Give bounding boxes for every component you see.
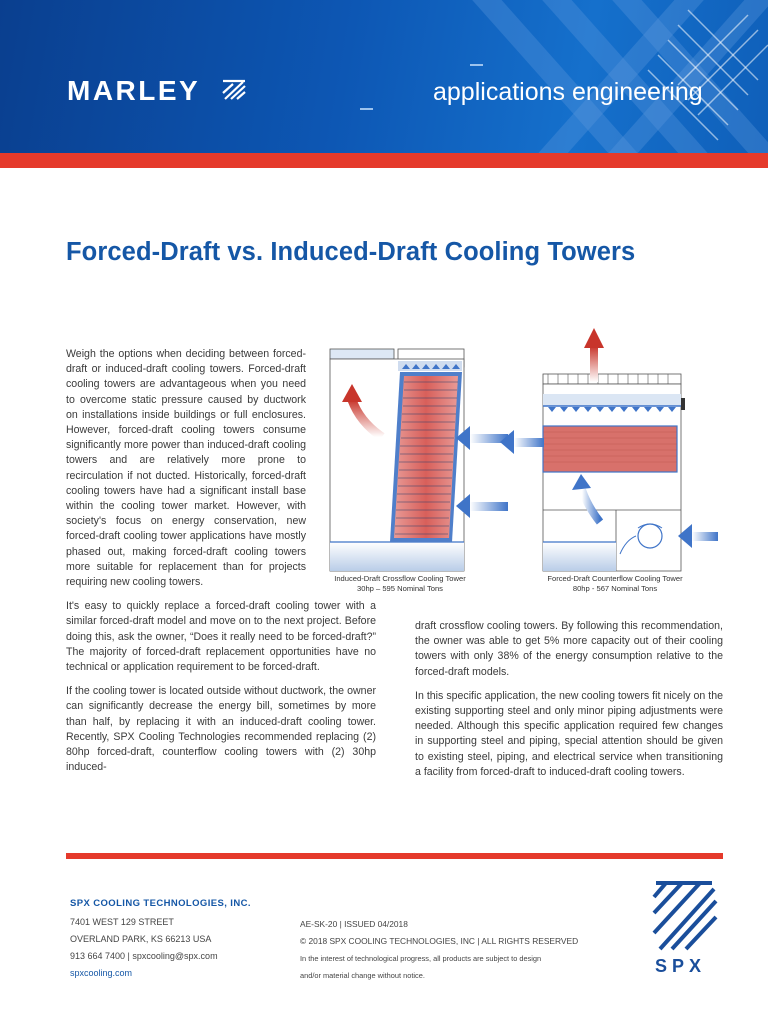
paragraph: It's easy to quickly replace a forced-draft cooling tower with a similar forced-draft model and move on to the next project. Before doing this, ask the owner, “Does it really need to be forced-draft?” The majority of forced-draft replacement opportunities have no technical or application requirement to be forced-draft.: [66, 600, 376, 674]
marley-logo: MARLEY: [67, 75, 201, 106]
forced-caption-spec: 80hp - 567 Nominal Tons: [572, 584, 658, 593]
header-accent-bar: [0, 153, 768, 168]
footer-legal: [300, 916, 578, 984]
paragraph: If the cooling tower is located outside without ductwork, the owner can significantly decrease the energy bill, sometimes by more than half, by replacing it with an induced-draft cooling tower. Recently, SPX Cooling Technologies recommended replacing (2) 80hp forced-draft, counterflow cooling towers with (2) 30hp induced-: [66, 685, 376, 774]
paragraph: In this specific application, the new cooling towers fit nicely on the existing supporting steel and only minor piping adjustments were needed. Although this specific application required few changes in supporting steel and piping, special attention should be given to existing steel, piping, and electrical service when transitioning a facility from forced-draft to induced-draft cooling towers.: [415, 689, 723, 778]
decor-dash: [470, 64, 483, 66]
address-line: OVERLAND PARK, KS 66213 USA: [70, 934, 212, 944]
induced-caption-spec: 30hp – 595 Nominal Tons: [357, 584, 443, 593]
header-subtitle: applications engineering: [433, 78, 703, 106]
footer-address: [70, 914, 218, 982]
induced-figure-caption: [320, 574, 480, 594]
disclaimer-text: In the interest of technological progress, all products are subject to design: [300, 954, 542, 963]
forced-figure-caption: [538, 574, 692, 594]
spx-logo-text: SPX: [655, 956, 707, 976]
forced-caption-title: Forced-Draft Counterflow Cooling Tower: [547, 574, 683, 583]
footer-company-name: SPX COOLING TECHNOLOGIES, INC.: [70, 898, 251, 909]
disclaimer-text: and/or material change without notice.: [300, 971, 425, 980]
marley-chevron-mark-icon: [221, 79, 247, 101]
copyright-text: © 2018 SPX COOLING TECHNOLOGIES, INC | ALL RIGHTS RESERVED: [300, 936, 579, 946]
website-link[interactable]: spxcooling.com: [70, 968, 133, 978]
lattice-pattern: [438, 0, 768, 153]
tower-figures: [320, 322, 720, 602]
paragraph: Weigh the options when deciding between forced-draft or induced-draft cooling towers. Forced-draft cooling towers are advantageous when you need to overcome static pressure caused by ductwork on installations inside buildings or full enclosures. However, forced-draft cooling towers consume significantly more power than induced-draft cooling towers and are relatively more prone to recirculation if not ducted. Historically, forced-draft cooling towers have had a significant install base within the cooling tower market. However, with society's focus on energy conservation, new forced-draft cooling tower applications have mostly phased out, making forced-draft cooling towers more suitable for replacement than for projects requiring new cooling towers.: [66, 348, 306, 589]
page-title: Forced-Draft vs. Induced-Draft Cooling Towers: [66, 238, 636, 266]
document-id: AE-SK-20 | ISSUED 04/2018: [300, 919, 408, 929]
body-column-right: [415, 619, 723, 789]
contact-line[interactable]: 913 664 7400 | spxcooling@spx.com: [70, 951, 218, 961]
footer-accent-bar: [66, 853, 723, 859]
address-line: 7401 WEST 129 STREET: [70, 917, 174, 927]
induced-caption-title: Induced-Draft Crossflow Cooling Tower: [334, 574, 466, 583]
induced-draft-tower-diagram: [320, 322, 720, 572]
spx-logo-mark-icon: [650, 879, 720, 951]
paragraph: draft crossflow cooling towers. By following this recommendation, the owner was able to get 5% more capacity out of their cooling towers with only 38% of the energy consumption relative to the forced-draft models.: [415, 620, 723, 678]
decor-dash: [360, 108, 373, 110]
